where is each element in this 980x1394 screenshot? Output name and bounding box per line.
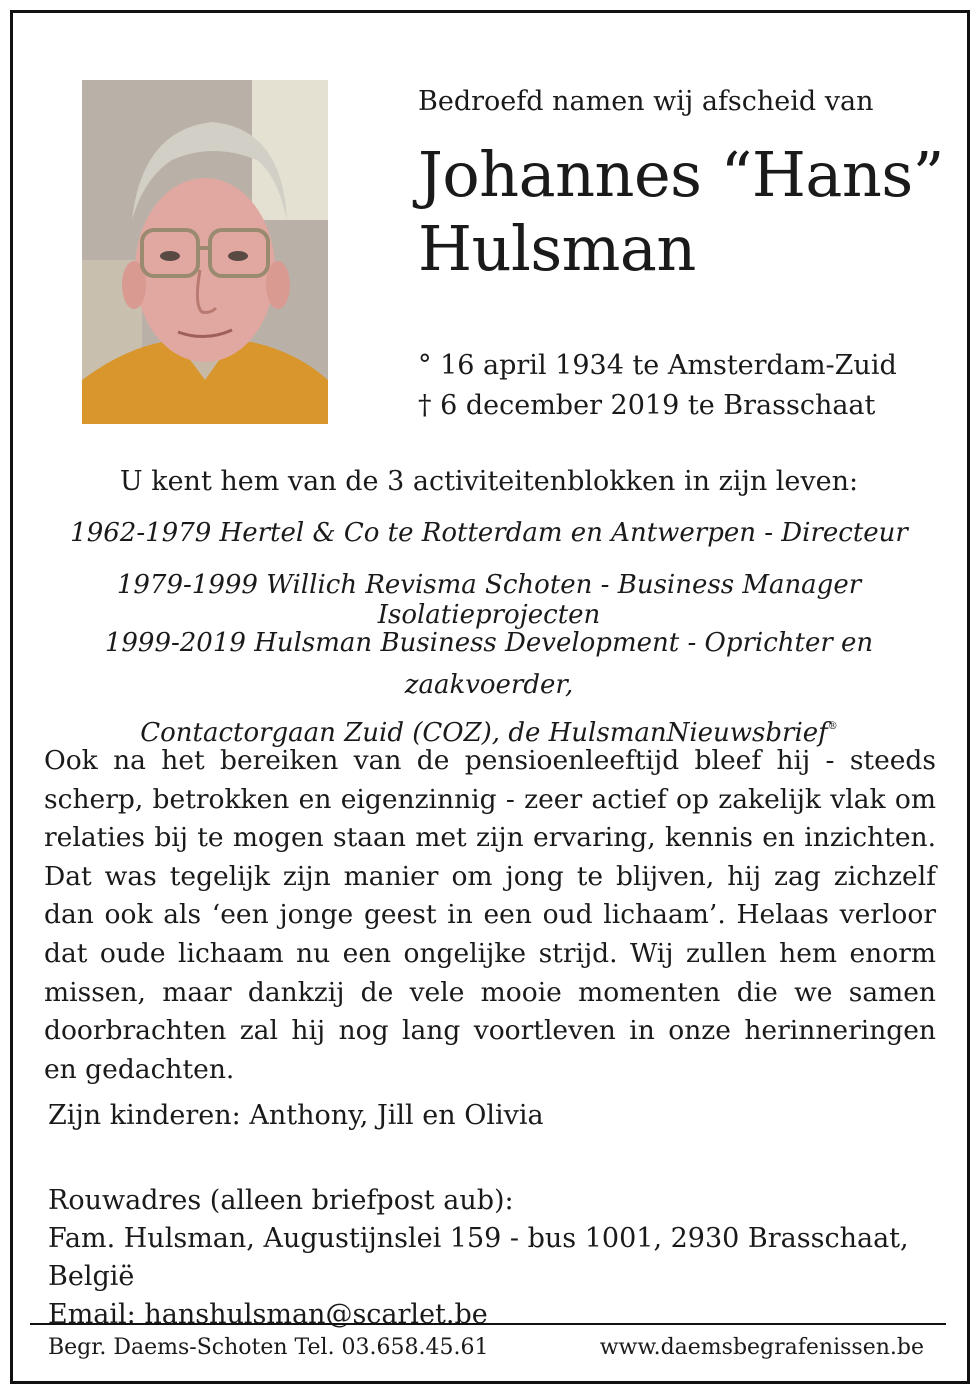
portrait-photo (82, 80, 328, 424)
deceased-name (418, 138, 944, 286)
story-paragraph: Ook na het bereiken van de pensioenleeftijd bleef hij - steeds scherp, betrokken en eigenzinnig - zeer actief op zakelijk vlak om relaties bij te mogen staan met zijn ervaring, kennis en inzichten. Dat was tegelijk zijn manier om jong te blijven, hij zag zichzelf dan ook als ‘een jonge geest in een oud lichaam’. Helaas verloor dat oude lichaam nu een ongelijke strijd. Wij zullen hem enorm missen, maar dankzij de vele mooie momenten die we samen doorbrachten zal hij nog lang voortleven in onze herinneringen en gedachten. (44, 745, 936, 1085)
intro-text: Bedroefd namen wij afscheid van (418, 86, 874, 117)
death-date: † 6 december 2019 te Brasschaat (418, 390, 876, 421)
mourning-address (48, 1182, 980, 1334)
activity-item (20, 622, 958, 754)
address-line: Fam. Hulsman, Augustijnslei 159 - bus 1001, 2930 Brasschaat, België (48, 1223, 909, 1292)
footer-divider (30, 1323, 946, 1325)
activity-item: 1979-1999 Willich Revisma Schoten - Business Manager Isolatieprojecten (116, 570, 862, 630)
name-line-1: Johannes “Hans” (418, 138, 944, 211)
birth-date: ° 16 april 1934 te Amsterdam-Zuid (418, 350, 897, 381)
email-line: Email: hanshulsman@scarlet.be (48, 1299, 488, 1330)
children-line: Zijn kinderen: Anthony, Jill en Olivia (48, 1100, 544, 1131)
funeral-home-contact: Begr. Daems-Schoten Tel. 03.658.45.61 (48, 1335, 489, 1360)
activity-item: 1962-1979 Hertel & Co te Rotterdam en Antwerpen - Directeur (70, 518, 908, 548)
name-line-2: Hulsman (418, 212, 696, 285)
address-label: Rouwadres (alleen briefpost aub): (48, 1185, 514, 1216)
funeral-home-website: www.daemsbegrafenissen.be (599, 1335, 924, 1360)
life-dates (418, 346, 897, 426)
activity-item-line: 1999-2019 Hulsman Business Development - Oprichter en zaakvoerder, (104, 628, 874, 700)
activities-heading: U kent hem van de 3 activiteitenblokken in zijn leven: (119, 466, 859, 497)
activity-item-line-text: Contactorgaan Zuid (COZ), de HulsmanNieuwsbrief (140, 718, 828, 748)
registered-mark: ® (827, 721, 838, 732)
